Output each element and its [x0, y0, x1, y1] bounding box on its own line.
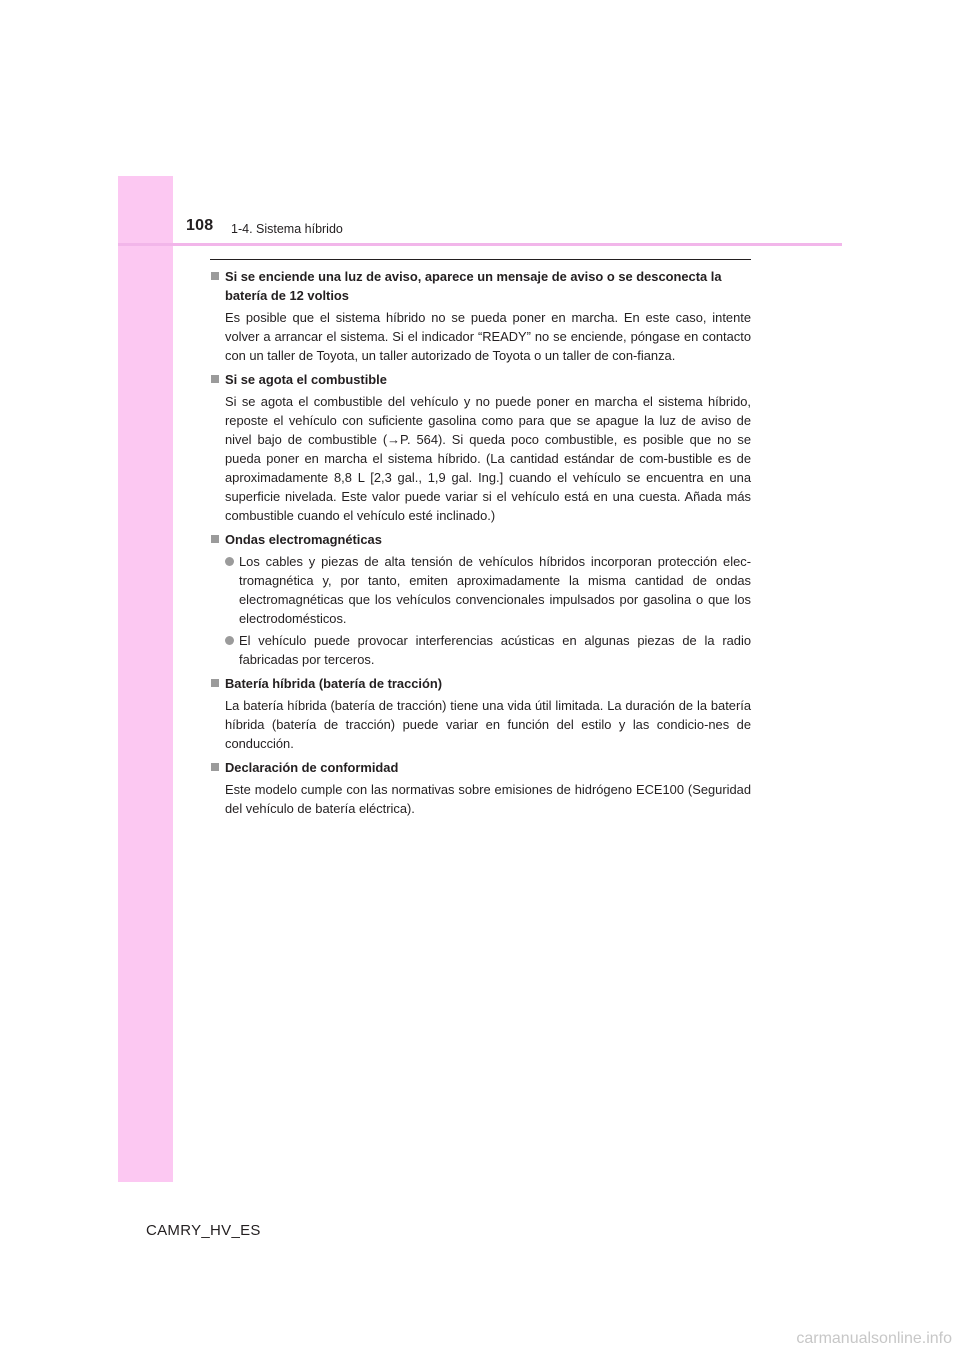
side-tab-band: [118, 176, 173, 1182]
section-text: Este modelo cumple con las normativas sobre emisiones de hidrógeno ECE100 (Seguridad del vehículo de batería eléctrica).: [225, 782, 751, 816]
section-heading: Batería híbrida (batería de tracción): [211, 674, 751, 693]
section-heading: Si se enciende una luz de aviso, aparece un mensaje de aviso o se desconecta la batería de 12 voltios: [211, 267, 751, 305]
bullet-item: El vehículo puede provocar interferencias acústicas en algunas piezas de la radio fabricadas por terceros.: [211, 631, 751, 669]
content-body: [211, 267, 751, 818]
section-title: 1-4. Sistema híbrido: [231, 222, 343, 236]
circle-bullet-icon: [225, 557, 234, 566]
square-bullet-icon: [211, 375, 219, 383]
square-bullet-icon: [211, 763, 219, 771]
square-bullet-icon: [211, 272, 219, 280]
watermark: carmanualsonline.info: [796, 1330, 952, 1347]
header-rule: [118, 243, 842, 246]
page-number: 108: [186, 217, 214, 234]
section-heading: Si se agota el combustible: [211, 370, 751, 389]
square-bullet-icon: [211, 535, 219, 543]
section-heading: Declaración de conformidad: [211, 758, 751, 777]
section-text: La batería híbrida (batería de tracción) tiene una vida útil limitada. La duración de la batería híbrida (batería de tracción) puede variar en función del estilo y las condicio-nes de conducción.: [225, 698, 751, 751]
section-heading: Ondas electromagnéticas: [211, 530, 751, 549]
section-text: Es posible que el sistema híbrido no se pueda poner en marcha. En este caso, intente volver a arrancar el sistema. Si el indicador “READY” no se enciende, póngase en contacto con un taller de Toyota, un taller autorizado de Toyota o un taller de con-fianza.: [225, 310, 751, 363]
model-code: CAMRY_HV_ES: [146, 1222, 261, 1239]
section-text: Si se agota el combustible del vehículo y no puede poner en marcha el sistema híbrido, reposte el vehículo con suficiente gasolina como para que se apague la luz de aviso de nivel bajo de combustible (→P. 564). Si queda poco combustible, es posible que no se pueda poner en marcha el sistema híbrido. (La cantidad estándar de com-bustible es de aproximadamente 8,8 L [2,3 gal., 1,9 gal. Ing.] cuando el vehículo se encuentra en una superficie nivelada. Este valor puede variar si el vehículo está en una cuesta. Añada más combustible cuando el vehículo esté inclinado.): [225, 394, 751, 523]
circle-bullet-icon: [225, 636, 234, 645]
bullet-item: Los cables y piezas de alta tensión de vehículos híbridos incorporan protección elec-tromagnética y, por tanto, emiten aproximadamente la misma cantidad de ondas electromagnéticas que los vehículos convencionales impulsados por gasolina o que los electrodomésticos.: [211, 552, 751, 628]
content-rule: [210, 259, 751, 260]
square-bullet-icon: [211, 679, 219, 687]
